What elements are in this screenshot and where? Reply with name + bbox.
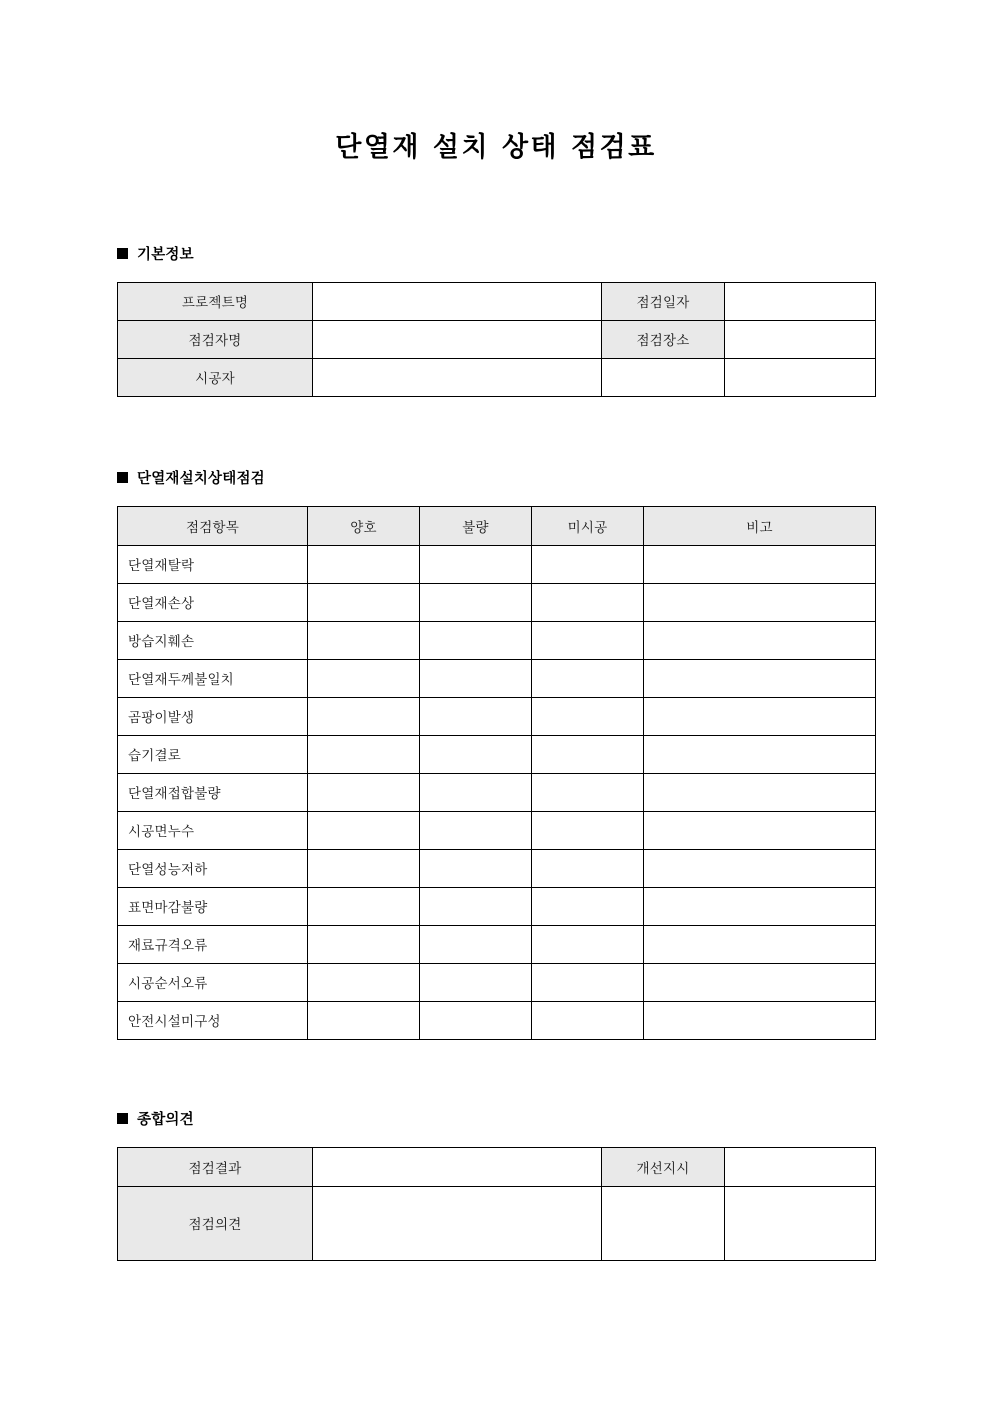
inspection-item-label: 습기결로 <box>118 735 308 773</box>
inspection-cell-not-constructed[interactable] <box>532 1001 644 1039</box>
table-row <box>118 963 876 1001</box>
inspection-cell-remarks[interactable] <box>644 773 876 811</box>
inspection-cell-not-constructed[interactable] <box>532 583 644 621</box>
table-row <box>118 1001 876 1039</box>
inspection-cell-not-constructed[interactable] <box>532 849 644 887</box>
table-row <box>118 925 876 963</box>
basic-field-extra-1[interactable] <box>602 358 725 396</box>
inspection-item-label: 표면마감불량 <box>118 887 308 925</box>
section-heading-label: 기본정보 <box>137 246 194 263</box>
inspection-cell-remarks[interactable] <box>644 849 876 887</box>
inspection-cell-defect[interactable] <box>420 1001 532 1039</box>
inspection-cell-good[interactable] <box>308 773 420 811</box>
table-row <box>118 659 876 697</box>
table-row <box>118 358 876 396</box>
inspection-cell-not-constructed[interactable] <box>532 811 644 849</box>
basic-info-table <box>117 282 876 397</box>
table-row <box>118 773 876 811</box>
inspection-item-label: 방습지훼손 <box>118 621 308 659</box>
inspection-item-label: 단열재탈락 <box>118 545 308 583</box>
basic-field-inspection-date[interactable] <box>725 282 876 320</box>
basic-label-project-name: 프로젝트명 <box>118 282 313 320</box>
inspection-cell-defect[interactable] <box>420 773 532 811</box>
table-row <box>118 282 876 320</box>
opinion-label-comment: 점검의견 <box>118 1186 313 1260</box>
inspection-item-label: 시공면누수 <box>118 811 308 849</box>
inspection-cell-defect[interactable] <box>420 735 532 773</box>
inspection-item-label: 시공순서오류 <box>118 963 308 1001</box>
basic-field-inspection-place[interactable] <box>725 320 876 358</box>
opinion-label-result: 점검결과 <box>118 1147 313 1186</box>
section-heading-label: 종합의견 <box>137 1111 194 1128</box>
inspection-cell-remarks[interactable] <box>644 735 876 773</box>
section-heading-basic-info <box>117 243 875 264</box>
inspection-cell-not-constructed[interactable] <box>532 697 644 735</box>
inspection-item-label: 단열재손상 <box>118 583 308 621</box>
opinion-field-extra-2[interactable] <box>725 1186 876 1260</box>
inspection-cell-good[interactable] <box>308 887 420 925</box>
inspection-cell-good[interactable] <box>308 621 420 659</box>
inspection-item-label: 단열재두께불일치 <box>118 659 308 697</box>
column-header-good: 양호 <box>308 506 420 545</box>
inspection-item-label: 단열재접합불량 <box>118 773 308 811</box>
square-bullet-icon <box>117 248 128 259</box>
basic-field-inspector-name[interactable] <box>313 320 602 358</box>
inspection-cell-good[interactable] <box>308 1001 420 1039</box>
table-row <box>118 697 876 735</box>
inspection-cell-good[interactable] <box>308 735 420 773</box>
inspection-item-label: 안전시설미구성 <box>118 1001 308 1039</box>
opinion-label-improvement-order: 개선지시 <box>602 1147 725 1186</box>
inspection-cell-remarks[interactable] <box>644 1001 876 1039</box>
inspection-cell-defect[interactable] <box>420 887 532 925</box>
basic-label-inspection-date: 점검일자 <box>602 282 725 320</box>
inspection-cell-remarks[interactable] <box>644 621 876 659</box>
inspection-cell-remarks[interactable] <box>644 811 876 849</box>
page-title: 단열재 설치 상태 점검표 <box>335 132 657 163</box>
section-heading-label: 단열재설치상태점검 <box>137 470 265 487</box>
column-header-remarks: 비고 <box>644 506 876 545</box>
inspection-cell-defect[interactable] <box>420 697 532 735</box>
inspection-cell-good[interactable] <box>308 849 420 887</box>
inspection-cell-good[interactable] <box>308 659 420 697</box>
table-row <box>118 545 876 583</box>
opinion-field-result[interactable] <box>313 1147 602 1186</box>
table-header-row <box>118 506 876 545</box>
table-row <box>118 849 876 887</box>
inspection-cell-remarks[interactable] <box>644 963 876 1001</box>
inspection-item-label: 곰팡이발생 <box>118 697 308 735</box>
square-bullet-icon <box>117 1113 128 1124</box>
basic-field-contractor[interactable] <box>313 358 602 396</box>
inspection-cell-remarks[interactable] <box>644 925 876 963</box>
opinion-field-comment[interactable] <box>313 1186 602 1260</box>
inspection-cell-remarks[interactable] <box>644 659 876 697</box>
basic-label-inspection-place: 점검장소 <box>602 320 725 358</box>
inspection-cell-good[interactable] <box>308 697 420 735</box>
inspection-cell-not-constructed[interactable] <box>532 621 644 659</box>
basic-label-inspector-name: 점검자명 <box>118 320 313 358</box>
table-row <box>118 621 876 659</box>
section-heading-inspection <box>117 467 875 488</box>
inspection-cell-not-constructed[interactable] <box>532 773 644 811</box>
inspection-cell-good[interactable] <box>308 925 420 963</box>
inspection-cell-defect[interactable] <box>420 849 532 887</box>
column-header-not-constructed: 미시공 <box>532 506 644 545</box>
inspection-cell-not-constructed[interactable] <box>532 925 644 963</box>
table-row <box>118 887 876 925</box>
basic-label-contractor: 시공자 <box>118 358 313 396</box>
table-row <box>118 735 876 773</box>
inspection-cell-good[interactable] <box>308 963 420 1001</box>
inspection-cell-not-constructed[interactable] <box>532 887 644 925</box>
inspection-cell-not-constructed[interactable] <box>532 545 644 583</box>
inspection-item-label: 재료규격오류 <box>118 925 308 963</box>
column-header-item: 점검항목 <box>118 506 308 545</box>
table-row <box>118 1186 876 1260</box>
basic-field-extra-2[interactable] <box>725 358 876 396</box>
table-row <box>118 583 876 621</box>
opinion-field-extra-1[interactable] <box>602 1186 725 1260</box>
inspection-cell-good[interactable] <box>308 811 420 849</box>
column-header-defect: 불량 <box>420 506 532 545</box>
basic-field-project-name[interactable] <box>313 282 602 320</box>
inspection-cell-remarks[interactable] <box>644 697 876 735</box>
inspection-cell-defect[interactable] <box>420 963 532 1001</box>
inspection-cell-defect[interactable] <box>420 545 532 583</box>
inspection-cell-not-constructed[interactable] <box>532 735 644 773</box>
table-row <box>118 1147 876 1186</box>
inspection-cell-not-constructed[interactable] <box>532 659 644 697</box>
inspection-table <box>117 506 876 1040</box>
inspection-cell-good[interactable] <box>308 545 420 583</box>
overall-opinion-table <box>117 1147 876 1261</box>
inspection-cell-defect[interactable] <box>420 811 532 849</box>
inspection-cell-not-constructed[interactable] <box>532 963 644 1001</box>
inspection-cell-remarks[interactable] <box>644 545 876 583</box>
inspection-cell-good[interactable] <box>308 583 420 621</box>
inspection-cell-defect[interactable] <box>420 659 532 697</box>
inspection-cell-defect[interactable] <box>420 583 532 621</box>
inspection-item-label: 단열성능저하 <box>118 849 308 887</box>
inspection-cell-defect[interactable] <box>420 925 532 963</box>
inspection-cell-defect[interactable] <box>420 621 532 659</box>
table-row <box>118 811 876 849</box>
square-bullet-icon <box>117 472 128 483</box>
inspection-cell-remarks[interactable] <box>644 583 876 621</box>
table-row <box>118 320 876 358</box>
section-heading-overall-opinion <box>117 1108 875 1129</box>
inspection-cell-remarks[interactable] <box>644 887 876 925</box>
opinion-field-improvement-order[interactable] <box>725 1147 876 1186</box>
